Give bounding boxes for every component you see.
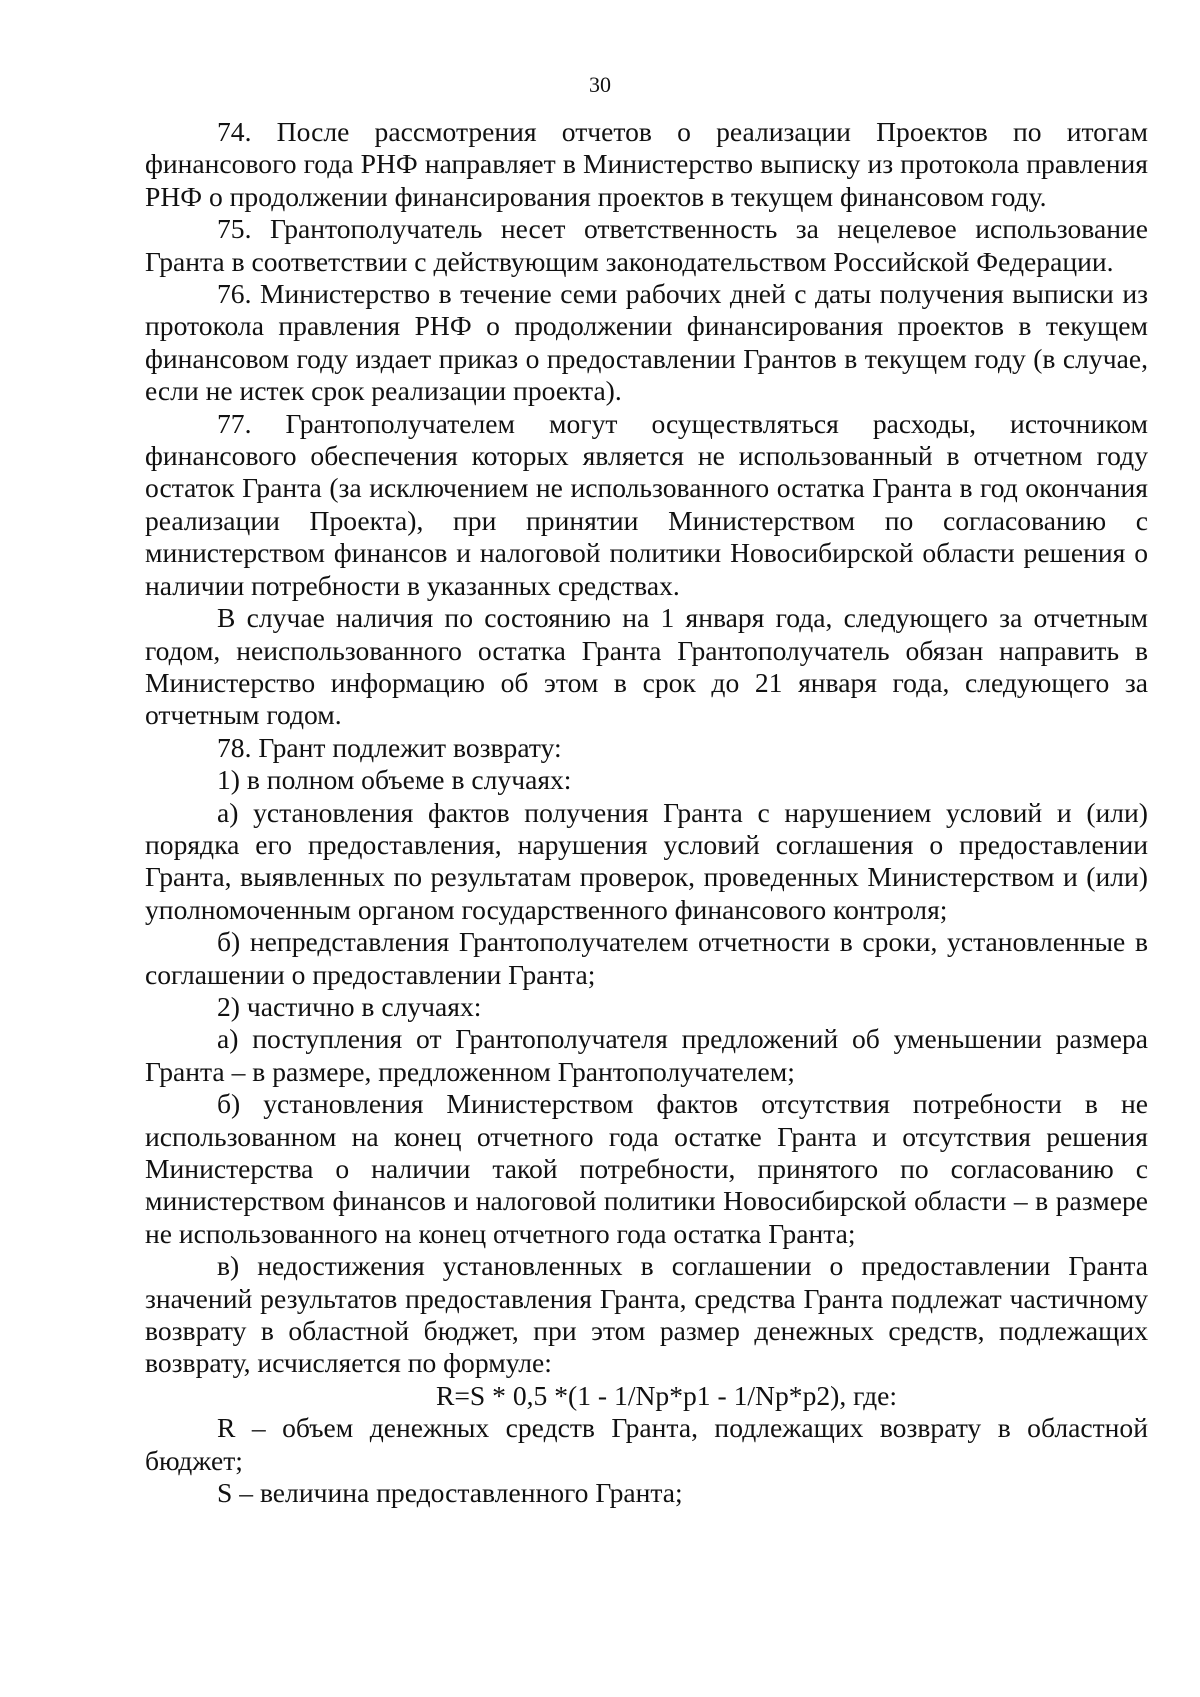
paragraph-75: 75. Грантополучатель несет ответственность за нецелевое использование Гранта в соответствии с действующим законодательством Российской Федерации.	[145, 213, 1148, 277]
item-2b: б) установления Министерством фактов отсутствия потребности в не использованном на конец отчетного года остатке Гранта и отсутствия решения Министерства о наличии такой потребности, принятого по согласованию с министерством финансов и налоговой политики Новосибирской области – в размере не использованного на конец отчетного года остатка Гранта;	[145, 1088, 1148, 1249]
paragraph-78: 78. Грант подлежит возврату:	[217, 731, 562, 763]
item-1-full-return: 1) в полном объеме в случаях:	[217, 764, 572, 796]
item-1b: б) непредставления Грантополучателем отчетности в сроки, установленные в соглашении о предоставлении Гранта;	[145, 926, 1148, 990]
page-number: 30	[589, 72, 611, 97]
item-2-partial-return: 2) частично в случаях:	[217, 990, 482, 1022]
paragraph-77-continuation: В случае наличия по состоянию на 1 января года, следующего за отчетным годом, неиспользованного остатка Гранта Грантополучатель обязан направить в Министерство информацию об этом в срок до 21 января года, следующего за отчетным годом.	[145, 602, 1148, 731]
item-1a: а) установления фактов получения Гранта с нарушением условий и (или) порядка его предоставления, нарушения условий соглашения о предоставлении Гранта, выявленных по результатам проверок, проведенных Министерством и (или) уполномоченным органом государственного финансового контроля;	[145, 796, 1148, 925]
item-2c: в) недостижения установленных в соглашении о предоставлении Гранта значений результатов предоставления Гранта, средства Гранта подлежат частичному возврату в областной бюджет, при этом размер денежных средств, подлежащих возврату, исчисляется по формуле:	[145, 1250, 1148, 1379]
return-formula: R=S * 0,5 *(1 - 1/Np*p1 - 1/Np*p2), где:	[435, 1379, 898, 1411]
definition-s: S – величина предоставленного Гранта;	[217, 1477, 683, 1509]
paragraph-76: 76. Министерство в течение семи рабочих дней с даты получения выписки из протокола правления РНФ о продолжении финансирования проектов в текущем финансовом году издает приказ о предоставлении Грантов в текущем году (в случае, если не истек срок реализации проекта).	[145, 278, 1148, 407]
item-2a: а) поступления от Грантополучателя предложений об уменьшении размера Гранта – в размере, предложенном Грантополучателем;	[145, 1023, 1148, 1087]
definition-r: R – объем денежных средств Гранта, подлежащих возврату в областной бюджет;	[145, 1412, 1148, 1476]
paragraph-74: 74. После рассмотрения отчетов о реализации Проектов по итогам финансового года РНФ направляет в Министерство выписку из протокола правления РНФ о продолжении финансирования проектов в текущем финансовом году.	[145, 116, 1148, 212]
paragraph-77: 77. Грантополучателем могут осуществляться расходы, источником финансового обеспечения которых является не использованный в отчетном году остаток Гранта (за исключением не использованного остатка Гранта в год окончания реализации Проекта), при принятии Министерством по согласованию с министерством финансов и налоговой политики Новосибирской области решения о наличии потребности в указанных средствах.	[145, 407, 1148, 601]
document-body	[145, 116, 1148, 1509]
